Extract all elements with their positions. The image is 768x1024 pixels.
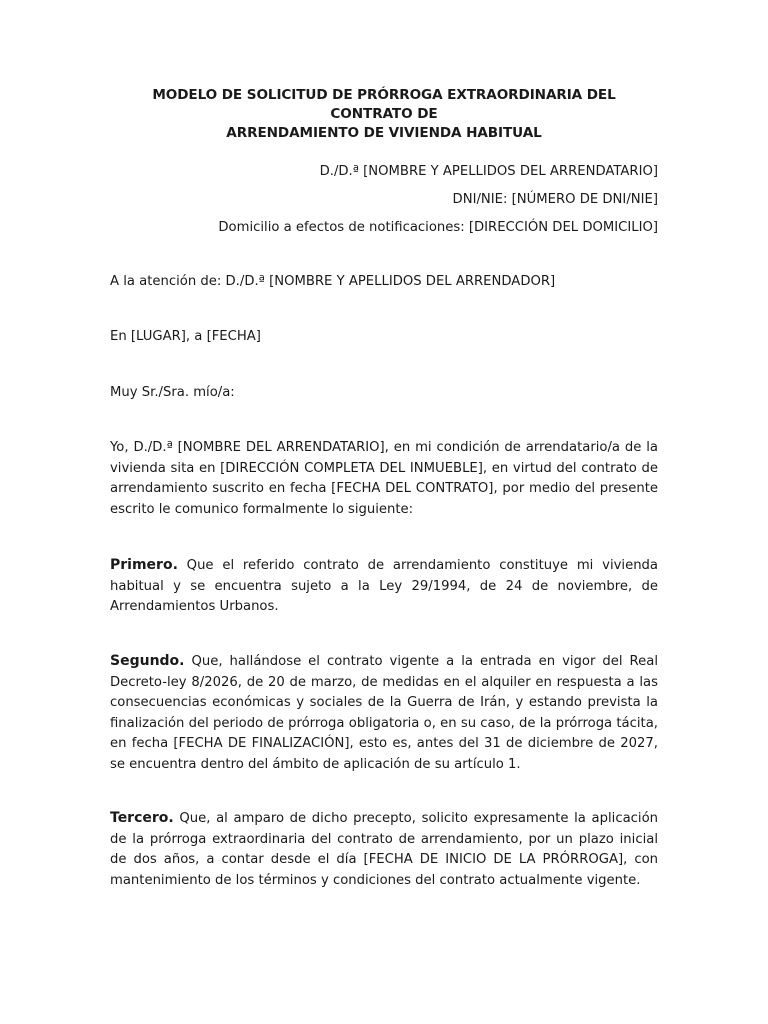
attention-line: A la atención de: D./D.ª [NOMBRE Y APELLIDOS DEL ARRENDADOR] <box>110 274 556 289</box>
point-tercero-text: Que, al amparo de dicho precepto, solicito expresamente la aplicación de la prórroga extraordinaria del contrato de arrendamiento, por un plazo inicial de dos años, a contar desde el día [FECHA DE INICIO DE LA PRÓRROGA], con mantenimiento de los términos y condiciones del contrato actualmente vigente. <box>110 811 658 888</box>
greeting-line: Muy Sr./Sra. mío/a: <box>110 385 235 400</box>
point-primero <box>110 555 658 618</box>
point-primero-lead: Primero. <box>110 557 178 573</box>
point-tercero-lead: Tercero. <box>110 810 174 826</box>
title-line-1: MODELO DE SOLICITUD DE PRÓRROGA EXTRAORDINARIA DEL CONTRATO DE <box>152 87 616 122</box>
sender-block <box>110 162 658 246</box>
intro-paragraph: Yo, D./D.ª [NOMBRE DEL ARRENDATARIO], en mi condición de arrendatario/a de la vivienda sita en [DIRECCIÓN COMPLETA DEL INMUEBLE], en virtud del contrato de arrendamiento suscrito en fecha [FECHA DEL CONTRATO], por medio del presente escrito le comunico formalmente lo siguiente: <box>110 440 658 517</box>
point-tercero <box>110 808 658 891</box>
place-date-line: En [LUGAR], a [FECHA] <box>110 329 261 344</box>
title-line-2: ARRENDAMIENTO DE VIVIENDA HABITUAL <box>226 125 542 141</box>
point-segundo-text: Que, hallándose el contrato vigente a la entrada en vigor del Real Decreto-ley 8/2026, de 20 de marzo, de medidas en el alquiler en respuesta a las consecuencias económicas y sociales de la Guerra de Irán, y estando prevista la finalización del periodo de prórroga obligatoria o, en su caso, de la prórroga tácita, en fecha [FECHA DE FINALIZACIÓN], esto es, antes del 31 de diciembre de 2027, se encuentra dentro del ámbito de aplicación de su artículo 1. <box>110 654 658 772</box>
document-title <box>110 86 658 143</box>
point-segundo-lead: Segundo. <box>110 653 185 669</box>
sender-dni: DNI/NIE: [NÚMERO DE DNI/NIE] <box>452 192 658 207</box>
point-segundo <box>110 651 658 775</box>
point-primero-text: Que el referido contrato de arrendamiento constituye mi vivienda habitual y se encuentra sujeto a la Ley 29/1994, de 24 de noviembre, de Arrendamientos Urbanos. <box>110 558 658 614</box>
sender-address: Domicilio a efectos de notificaciones: [DIRECCIÓN DEL DOMICILIO] <box>218 220 658 235</box>
sender-name: D./D.ª [NOMBRE Y APELLIDOS DEL ARRENDATARIO] <box>319 164 658 179</box>
